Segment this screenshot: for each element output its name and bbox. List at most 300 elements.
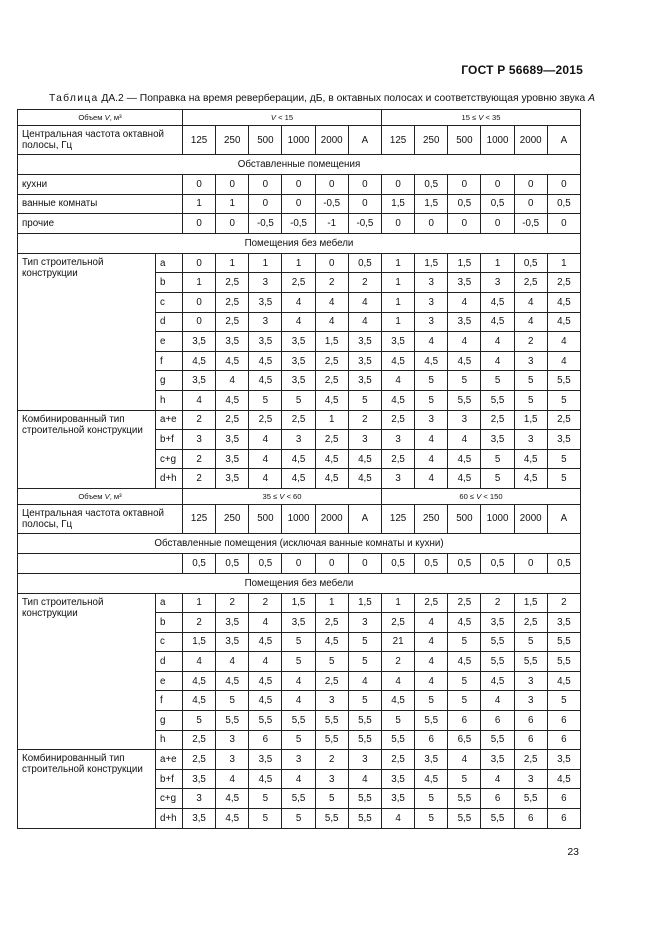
value-cell: 5,5: [249, 711, 282, 731]
volume-range-right: 15 ≤ V < 35: [382, 110, 581, 126]
combined-construction-label: Комбинированный тип строительной конструкции: [18, 410, 156, 488]
value-cell: 1,5: [448, 253, 481, 273]
value-cell: 5,5: [348, 789, 381, 809]
value-cell: 3,5: [282, 371, 315, 391]
value-cell: 0: [183, 292, 216, 312]
value-cell: 5,5: [547, 371, 580, 391]
value-cell: 4,5: [481, 671, 514, 691]
value-cell: -1: [315, 214, 348, 234]
value-cell: 4,5: [216, 671, 249, 691]
value-cell: 2,5: [514, 273, 547, 293]
value-cell: 5: [481, 469, 514, 489]
frequency-cell: 2000: [514, 504, 547, 533]
value-cell: 5: [481, 449, 514, 469]
value-cell: 1: [183, 273, 216, 293]
value-cell: 4,5: [382, 691, 415, 711]
value-cell: 5: [348, 652, 381, 672]
value-cell: 4: [348, 292, 381, 312]
value-cell: 0: [348, 194, 381, 214]
value-cell: 4,5: [216, 390, 249, 410]
volume-label: Объем V, м³: [18, 110, 183, 126]
value-cell: 5: [415, 789, 448, 809]
value-cell: 2,5: [183, 750, 216, 770]
frequency-cell: 2000: [514, 126, 547, 155]
value-cell: 4,5: [382, 351, 415, 371]
value-cell: 0: [348, 553, 381, 573]
value-cell: 21: [382, 632, 415, 652]
value-cell: 0,5: [415, 175, 448, 195]
value-cell: 2,5: [547, 410, 580, 430]
value-cell: 4: [415, 632, 448, 652]
value-cell: 6: [547, 711, 580, 731]
value-cell: 6: [415, 730, 448, 750]
volume-range-row: [18, 110, 581, 126]
frequency-cell: 1000: [481, 126, 514, 155]
value-cell: 3,5: [183, 809, 216, 829]
value-cell: 4: [249, 449, 282, 469]
value-cell: 4: [216, 769, 249, 789]
value-cell: 3,5: [282, 351, 315, 371]
value-cell: 0,5: [382, 553, 415, 573]
value-cell: 1,5: [382, 194, 415, 214]
volume-range-left: 35 ≤ V < 60: [183, 488, 382, 504]
value-cell: 0: [216, 175, 249, 195]
value-cell: 3: [415, 410, 448, 430]
value-cell: 1: [382, 292, 415, 312]
value-cell: 1,5: [282, 593, 315, 613]
value-cell: 4,5: [216, 809, 249, 829]
value-cell: 0: [547, 214, 580, 234]
value-cell: 6: [547, 730, 580, 750]
value-cell: 0,5: [448, 194, 481, 214]
value-cell: 0: [315, 175, 348, 195]
value-cell: 4,5: [183, 351, 216, 371]
value-cell: 3,5: [481, 750, 514, 770]
row-label: [18, 553, 183, 573]
value-cell: 0,5: [547, 553, 580, 573]
value-cell: 0: [514, 553, 547, 573]
value-cell: 1,5: [514, 410, 547, 430]
value-cell: 1,5: [415, 253, 448, 273]
construction-code: b+f: [156, 769, 183, 789]
value-cell: 3: [282, 430, 315, 450]
value-cell: 5,5: [415, 711, 448, 731]
value-cell: 5: [348, 390, 381, 410]
value-cell: 4: [249, 469, 282, 489]
frequency-cell: 125: [382, 504, 415, 533]
value-cell: 3: [382, 430, 415, 450]
value-cell: 4,5: [249, 371, 282, 391]
construction-type-label: Тип строительной конструкции: [18, 253, 156, 410]
value-cell: 5,5: [315, 711, 348, 731]
value-cell: 5: [282, 390, 315, 410]
caption-suffix: А: [588, 93, 595, 104]
value-cell: 2: [547, 593, 580, 613]
frequency-cell: A: [348, 504, 381, 533]
value-cell: 0,5: [348, 253, 381, 273]
value-cell: 0: [514, 194, 547, 214]
value-cell: 0: [282, 175, 315, 195]
table-row: [18, 410, 581, 430]
value-cell: 6: [249, 730, 282, 750]
frequency-cell: 250: [415, 504, 448, 533]
value-cell: 4: [481, 769, 514, 789]
value-cell: 5,5: [481, 730, 514, 750]
value-cell: 3,5: [348, 371, 381, 391]
construction-code: c+g: [156, 789, 183, 809]
value-cell: 0: [448, 214, 481, 234]
value-cell: 1: [382, 273, 415, 293]
table-row: [18, 553, 581, 573]
value-cell: -0,5: [348, 214, 381, 234]
table-row: [18, 175, 581, 195]
value-cell: 4,5: [481, 312, 514, 332]
caption-prefix: Таблица: [49, 93, 99, 104]
value-cell: 4: [348, 769, 381, 789]
value-cell: 3,5: [547, 613, 580, 633]
value-cell: 2,5: [216, 273, 249, 293]
value-cell: 5,5: [481, 809, 514, 829]
value-cell: 6,5: [448, 730, 481, 750]
frequency-cell: 125: [183, 504, 216, 533]
frequency-cell: 125: [183, 126, 216, 155]
frequency-header-row: [18, 126, 581, 155]
value-cell: 3: [415, 273, 448, 293]
row-label: ванные комнаты: [18, 194, 183, 214]
value-cell: 4: [183, 652, 216, 672]
value-cell: 1,5: [514, 593, 547, 613]
caption-text: ДА.2 — Поправка на время реверберации, дБ, в октавных полосах и соответствующая уровню звука: [98, 93, 589, 104]
construction-code: c: [156, 292, 183, 312]
value-cell: 4: [415, 449, 448, 469]
value-cell: 0: [249, 175, 282, 195]
section-title-row: [18, 233, 581, 253]
table-row: [18, 253, 581, 273]
value-cell: 4: [315, 312, 348, 332]
value-cell: 4,5: [249, 671, 282, 691]
frequency-cell: 500: [448, 126, 481, 155]
value-cell: 4: [547, 351, 580, 371]
value-cell: 4: [282, 671, 315, 691]
value-cell: 4: [282, 292, 315, 312]
value-cell: 4: [249, 652, 282, 672]
value-cell: 4: [514, 312, 547, 332]
value-cell: 1,5: [183, 632, 216, 652]
value-cell: 4: [282, 691, 315, 711]
value-cell: 4: [282, 312, 315, 332]
value-cell: 0: [481, 175, 514, 195]
value-cell: 5: [547, 390, 580, 410]
value-cell: 6: [481, 711, 514, 731]
value-cell: 0: [282, 194, 315, 214]
value-cell: 2,5: [315, 671, 348, 691]
value-cell: 2,5: [216, 312, 249, 332]
frequency-cell: 2000: [315, 126, 348, 155]
value-cell: 2,5: [382, 750, 415, 770]
value-cell: 3,5: [282, 332, 315, 352]
value-cell: 5,5: [514, 789, 547, 809]
frequency-cell: 250: [216, 126, 249, 155]
value-cell: 1: [282, 253, 315, 273]
value-cell: -0,5: [249, 214, 282, 234]
value-cell: -0,5: [514, 214, 547, 234]
value-cell: 4,5: [249, 351, 282, 371]
value-cell: 0: [448, 175, 481, 195]
value-cell: 5: [282, 632, 315, 652]
value-cell: 4: [448, 430, 481, 450]
value-cell: 2,5: [514, 613, 547, 633]
section-title-row: [18, 573, 581, 593]
value-cell: 5: [216, 691, 249, 711]
value-cell: 5: [249, 809, 282, 829]
construction-code: d: [156, 652, 183, 672]
value-cell: 5: [514, 371, 547, 391]
value-cell: 3,5: [216, 632, 249, 652]
value-cell: 4,5: [216, 351, 249, 371]
value-cell: 1,5: [415, 194, 448, 214]
value-cell: 3,5: [183, 371, 216, 391]
frequency-cell: 1000: [282, 126, 315, 155]
value-cell: 0,5: [249, 553, 282, 573]
value-cell: 3,5: [249, 292, 282, 312]
value-cell: 0: [514, 175, 547, 195]
value-cell: 4: [481, 351, 514, 371]
construction-code: d+h: [156, 809, 183, 829]
table-body: [18, 110, 581, 829]
volume-label: Объем V, м³: [18, 488, 183, 504]
section-title-unfurnished: Помещения без мебели: [18, 573, 581, 593]
construction-type-label: Тип строительной конструкции: [18, 593, 156, 750]
value-cell: 4: [415, 430, 448, 450]
value-cell: 3,5: [448, 273, 481, 293]
value-cell: 3,5: [183, 332, 216, 352]
value-cell: 3,5: [216, 430, 249, 450]
value-cell: 4: [514, 292, 547, 312]
frequency-header-row: [18, 504, 581, 533]
value-cell: 4,5: [415, 769, 448, 789]
value-cell: 0: [183, 175, 216, 195]
frequency-cell: 1000: [282, 504, 315, 533]
value-cell: 4,5: [216, 789, 249, 809]
value-cell: 2,5: [216, 292, 249, 312]
value-cell: 6: [481, 789, 514, 809]
value-cell: 0: [382, 175, 415, 195]
value-cell: 2: [183, 410, 216, 430]
value-cell: 4,5: [382, 390, 415, 410]
value-cell: 4,5: [547, 292, 580, 312]
value-cell: 5: [348, 691, 381, 711]
value-cell: 4,5: [249, 769, 282, 789]
construction-code: g: [156, 711, 183, 731]
value-cell: 2,5: [415, 593, 448, 613]
value-cell: 3,5: [382, 332, 415, 352]
value-cell: 4: [382, 809, 415, 829]
frequency-label: Центральная частота октавной полосы, Гц: [18, 504, 183, 533]
value-cell: 3: [249, 273, 282, 293]
construction-code: d+h: [156, 469, 183, 489]
value-cell: 4,5: [448, 351, 481, 371]
value-cell: 3: [216, 750, 249, 770]
value-cell: 4: [415, 652, 448, 672]
value-cell: 1: [216, 194, 249, 214]
value-cell: 3: [415, 292, 448, 312]
value-cell: 4,5: [315, 449, 348, 469]
combined-construction-label: Комбинированный тип строительной конструкции: [18, 750, 156, 828]
value-cell: 4,5: [183, 671, 216, 691]
construction-code: f: [156, 691, 183, 711]
value-cell: 5: [514, 632, 547, 652]
construction-code: b: [156, 613, 183, 633]
value-cell: 5,5: [448, 789, 481, 809]
value-cell: 5,5: [448, 809, 481, 829]
value-cell: 5,5: [481, 390, 514, 410]
section-title-unfurnished: Помещения без мебели: [18, 233, 581, 253]
value-cell: 0: [183, 312, 216, 332]
construction-code: c+g: [156, 449, 183, 469]
value-cell: 3: [315, 769, 348, 789]
value-cell: 5: [481, 371, 514, 391]
frequency-cell: 250: [216, 504, 249, 533]
value-cell: 4: [249, 613, 282, 633]
value-cell: 2: [382, 652, 415, 672]
value-cell: 4,5: [448, 469, 481, 489]
value-cell: 2: [315, 750, 348, 770]
value-cell: 4: [481, 332, 514, 352]
value-cell: 0: [547, 175, 580, 195]
value-cell: 4,5: [481, 292, 514, 312]
construction-code: h: [156, 730, 183, 750]
value-cell: 4: [183, 390, 216, 410]
value-cell: 2,5: [249, 410, 282, 430]
value-cell: 5: [448, 691, 481, 711]
value-cell: 1: [183, 593, 216, 613]
section-title-row: [18, 533, 581, 553]
volume-range-row: [18, 488, 581, 504]
value-cell: 5: [415, 691, 448, 711]
value-cell: 3,5: [216, 469, 249, 489]
value-cell: 2,5: [315, 430, 348, 450]
value-cell: 2,5: [382, 410, 415, 430]
value-cell: 3: [514, 351, 547, 371]
value-cell: 3: [514, 769, 547, 789]
value-cell: 2,5: [315, 371, 348, 391]
frequency-cell: A: [547, 504, 580, 533]
value-cell: 6: [514, 730, 547, 750]
volume-range-right: 60 ≤ V < 150: [382, 488, 581, 504]
value-cell: 2,5: [282, 273, 315, 293]
value-cell: 1,5: [315, 332, 348, 352]
page-number: 23: [567, 846, 579, 858]
frequency-cell: 250: [415, 126, 448, 155]
value-cell: 4: [282, 769, 315, 789]
value-cell: 3: [315, 691, 348, 711]
value-cell: 4: [481, 691, 514, 711]
value-cell: 4,5: [448, 449, 481, 469]
value-cell: 5,5: [481, 652, 514, 672]
volume-range-left: V < 15: [183, 110, 382, 126]
value-cell: 2,5: [481, 410, 514, 430]
construction-code: a+e: [156, 410, 183, 430]
value-cell: 3,5: [348, 351, 381, 371]
value-cell: 0: [315, 553, 348, 573]
value-cell: 2: [183, 613, 216, 633]
value-cell: 4: [415, 671, 448, 691]
value-cell: 3,5: [348, 332, 381, 352]
value-cell: 5: [514, 390, 547, 410]
value-cell: 3,5: [183, 769, 216, 789]
value-cell: 4: [448, 292, 481, 312]
value-cell: 3: [448, 410, 481, 430]
value-cell: 3: [348, 613, 381, 633]
value-cell: 5: [249, 390, 282, 410]
construction-code: d: [156, 312, 183, 332]
value-cell: 4,5: [547, 312, 580, 332]
value-cell: 3,5: [481, 613, 514, 633]
value-cell: 6: [547, 789, 580, 809]
value-cell: 2,5: [183, 730, 216, 750]
value-cell: 3,5: [415, 750, 448, 770]
value-cell: 0: [183, 253, 216, 273]
value-cell: 0,5: [415, 553, 448, 573]
value-cell: 4,5: [183, 691, 216, 711]
value-cell: 4,5: [315, 469, 348, 489]
value-cell: 3,5: [547, 430, 580, 450]
value-cell: 5: [315, 652, 348, 672]
value-cell: 4,5: [348, 449, 381, 469]
value-cell: 0,5: [216, 553, 249, 573]
construction-code: a+e: [156, 750, 183, 770]
section-title-furnished: Обставленные помещения (исключая ванные комнаты и кухни): [18, 533, 581, 553]
value-cell: 4,5: [315, 390, 348, 410]
value-cell: 4,5: [348, 469, 381, 489]
frequency-cell: 2000: [315, 504, 348, 533]
table-row: [18, 194, 581, 214]
value-cell: 4: [348, 312, 381, 332]
value-cell: 5,5: [315, 730, 348, 750]
value-cell: 4,5: [282, 469, 315, 489]
construction-code: e: [156, 671, 183, 691]
value-cell: 5: [448, 371, 481, 391]
value-cell: 4: [547, 332, 580, 352]
value-cell: 3,5: [481, 430, 514, 450]
value-cell: 4: [249, 430, 282, 450]
value-cell: 4,5: [415, 351, 448, 371]
value-cell: 2: [481, 593, 514, 613]
value-cell: 3: [216, 730, 249, 750]
value-cell: 0,5: [183, 553, 216, 573]
value-cell: 5: [415, 371, 448, 391]
construction-code: f: [156, 351, 183, 371]
value-cell: 0: [348, 175, 381, 195]
construction-code: g: [156, 371, 183, 391]
value-cell: 5: [249, 789, 282, 809]
value-cell: 4,5: [315, 632, 348, 652]
value-cell: 4: [415, 469, 448, 489]
value-cell: 0: [481, 214, 514, 234]
value-cell: 4,5: [547, 671, 580, 691]
value-cell: 0: [216, 214, 249, 234]
value-cell: 5: [547, 469, 580, 489]
value-cell: 5: [448, 671, 481, 691]
construction-code: b: [156, 273, 183, 293]
value-cell: 2: [348, 273, 381, 293]
value-cell: 5,5: [348, 809, 381, 829]
construction-code: c: [156, 632, 183, 652]
value-cell: 3: [514, 430, 547, 450]
value-cell: 4: [382, 671, 415, 691]
value-cell: 0: [249, 194, 282, 214]
value-cell: 5: [348, 632, 381, 652]
